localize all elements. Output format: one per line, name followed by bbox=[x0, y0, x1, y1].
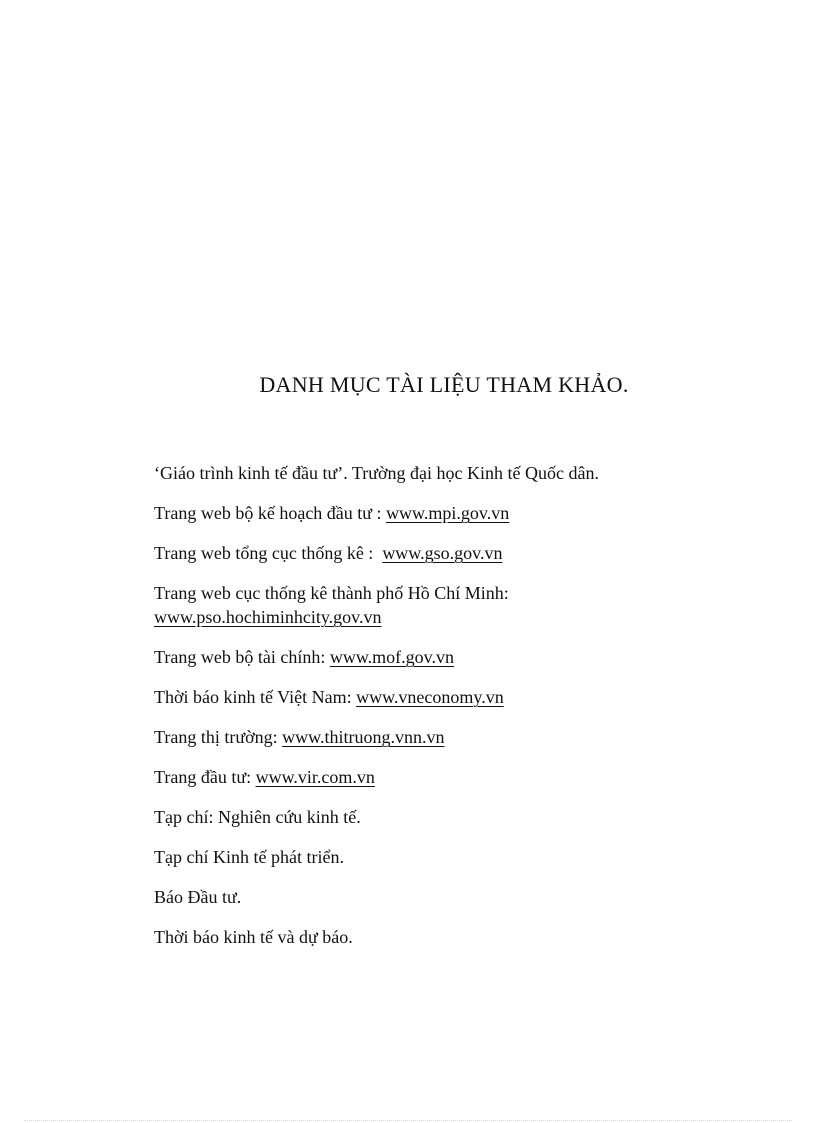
reference-text: Thời báo kinh tế Việt Nam: bbox=[154, 687, 357, 707]
reference-text: Tạp chí: Nghiên cứu kinh tế. bbox=[154, 807, 361, 827]
reference-item-12 bbox=[154, 925, 774, 949]
reference-item-4 bbox=[154, 581, 774, 629]
reference-item-6 bbox=[154, 685, 774, 709]
reference-item-11 bbox=[154, 885, 774, 909]
page-title: DANH MỤC TÀI LIỆU THAM KHẢO. bbox=[259, 372, 629, 397]
reference-text: Thời báo kinh tế và dự báo. bbox=[154, 927, 353, 947]
reference-link-vneconomy[interactable]: www.vneconomy.vn bbox=[356, 687, 504, 707]
reference-text: Trang web bộ kế hoạch đầu tư : bbox=[154, 503, 387, 523]
reference-text: Trang đầu tư: bbox=[154, 767, 256, 787]
reference-item-8 bbox=[154, 765, 774, 789]
reference-text: Trang web cục thống kê thành phố Hồ Chí Minh: bbox=[154, 583, 509, 603]
reference-link-mof[interactable]: www.mof.gov.vn bbox=[329, 647, 454, 667]
reference-item-5 bbox=[154, 645, 774, 669]
reference-link-mpi[interactable]: www.mpi.gov.vn bbox=[386, 503, 510, 523]
reference-link-gso[interactable]: www.gso.gov.vn bbox=[382, 543, 503, 563]
reference-text: Trang web bộ tài chính: bbox=[154, 647, 330, 667]
reference-item-7 bbox=[154, 725, 774, 749]
reference-link-thitruong[interactable]: www.thitruong.vnn.vn bbox=[282, 727, 445, 747]
reference-text: Trang web tổng cục thống kê : bbox=[154, 543, 383, 563]
reference-item-1 bbox=[154, 461, 774, 485]
reference-link-pso[interactable]: www.pso.hochiminhcity.gov.vn bbox=[154, 607, 382, 627]
reference-item-3 bbox=[154, 541, 774, 565]
page-footer-divider bbox=[24, 1120, 792, 1121]
reference-text: ‘Giáo trình kinh tế đầu tư’. Trường đại học Kinh tế Quốc dân. bbox=[154, 463, 599, 483]
reference-text: Báo Đầu tư. bbox=[154, 887, 242, 907]
reference-list bbox=[154, 461, 774, 965]
reference-item-2 bbox=[154, 501, 774, 525]
reference-text: Trang thị trường: bbox=[154, 727, 283, 747]
reference-item-9 bbox=[154, 805, 774, 829]
reference-link-vir[interactable]: www.vir.com.vn bbox=[255, 767, 375, 787]
reference-item-10 bbox=[154, 845, 774, 869]
reference-text: Tạp chí Kinh tế phát triển. bbox=[154, 847, 344, 867]
